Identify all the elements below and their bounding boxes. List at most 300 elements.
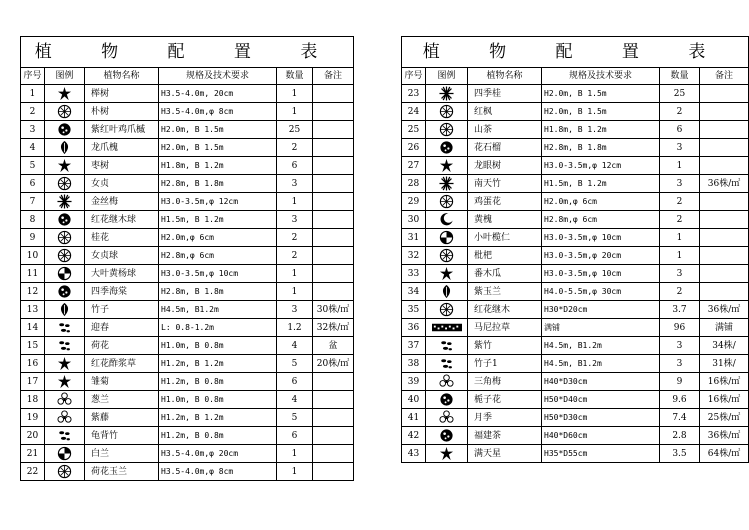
plant-quantity: 2 [277,247,313,265]
plant-spec: H2.0m, B 1.5m [542,85,660,103]
plant-note [700,211,749,229]
plant-note [313,175,354,193]
plant-note: 34株/ [700,337,749,355]
table-row [21,265,354,283]
plant-symbol-cell [426,175,468,193]
row-number: 11 [21,265,45,283]
plant-symbol-cell [426,121,468,139]
star-shrub-icon [57,158,72,173]
plant-symbol-cell [426,301,468,319]
plant-note [313,391,354,409]
table-row [21,211,354,229]
table-title: 植 物 配 置 表 [21,37,354,68]
row-number: 42 [402,427,426,445]
plant-quantity: 1 [277,85,313,103]
plant-spec: H1.2m, B 0.8m [159,373,277,391]
row-number: 30 [402,211,426,229]
plant-note: 满铺 [700,319,749,337]
plant-note [700,265,749,283]
plant-note [313,283,354,301]
plant-name: 女贞球 [85,247,159,265]
plant-note [700,139,749,157]
row-number: 21 [21,445,45,463]
row-number: 23 [402,85,426,103]
plant-name: 红花酢浆草 [85,355,159,373]
plant-quantity: 2 [277,229,313,247]
plant-name: 四季桂 [468,85,542,103]
plant-note: 16株/㎡ [700,373,749,391]
plant-spec: H3.5-4.0m,φ 20cm [159,445,277,463]
plant-spec: H2.0m, B 1.5m [159,139,277,157]
plant-name: 紫红叶鸡爪槭 [85,121,159,139]
row-number: 12 [21,283,45,301]
pinwheel-tree-icon [57,266,72,281]
plant-spec: H2.0m,φ 6cm [159,229,277,247]
plant-note [313,211,354,229]
table-row [21,337,354,355]
plant-name: 栀子花 [468,391,542,409]
row-number: 25 [402,121,426,139]
table-row [402,157,749,175]
plant-spec: H35*D55cm [542,445,660,463]
row-number: 28 [402,175,426,193]
plant-name: 枇杷 [468,247,542,265]
plant-symbol-cell [426,85,468,103]
row-number: 36 [402,319,426,337]
plant-name: 榉树 [85,85,159,103]
plant-note [700,193,749,211]
plant-symbol-cell [426,283,468,301]
dense-tree-icon [439,392,454,407]
header-qty: 数量 [277,68,313,85]
plant-quantity: 2 [660,283,700,301]
row-number: 5 [21,157,45,175]
table-row [402,139,749,157]
plant-name: 朴树 [85,103,159,121]
dense-tree-icon [57,122,72,137]
plant-note [700,283,749,301]
plant-quantity: 25 [277,121,313,139]
table-row [402,85,749,103]
plant-spec: H4.0-5.5m,φ 30cm [542,283,660,301]
flower-outline-icon [439,374,454,389]
row-number: 1 [21,85,45,103]
row-number: 22 [21,463,45,481]
plant-quantity: 4 [277,391,313,409]
table-row [21,463,354,481]
star-shrub-icon [57,356,72,371]
plant-symbol-cell [45,373,85,391]
plant-quantity: 6 [277,157,313,175]
round-tree-icon [57,248,72,263]
row-number: 40 [402,391,426,409]
plant-name: 紫玉兰 [468,283,542,301]
table-row [402,427,749,445]
star-shrub-icon [439,266,454,281]
plant-name: 满天星 [468,445,542,463]
plant-symbol-cell [45,319,85,337]
row-number: 27 [402,157,426,175]
plant-symbol-cell [45,463,85,481]
round-tree-icon [439,122,454,137]
row-number: 14 [21,319,45,337]
plant-symbol-cell [45,85,85,103]
plant-spec: H2.8m, B 1.8m [159,175,277,193]
plant-symbol-cell [426,103,468,121]
header-note: 备注 [700,68,749,85]
plant-note [313,229,354,247]
plant-spec: H2.8m,φ 6cm [159,247,277,265]
plant-symbol-cell [45,247,85,265]
plant-quantity: 3 [660,139,700,157]
plant-quantity: 3 [277,211,313,229]
plant-name: 紫竹 [468,337,542,355]
plant-quantity: 6 [277,427,313,445]
plant-spec: 满铺 [542,319,660,337]
pinwheel-tree-icon [439,230,454,245]
plant-symbol-cell [45,355,85,373]
row-number: 10 [21,247,45,265]
table-row [402,211,749,229]
dense-tree-icon [57,212,72,227]
plant-symbol-cell [426,229,468,247]
row-number: 35 [402,301,426,319]
table-row [21,103,354,121]
plant-name: 四季海棠 [85,283,159,301]
plant-spec: H1.0m, B 0.8m [159,337,277,355]
row-number: 19 [21,409,45,427]
leaf-tree-icon [57,140,72,155]
table-row [21,391,354,409]
plant-quantity: 1 [277,283,313,301]
plant-quantity: 1 [277,193,313,211]
plant-symbol-cell [426,211,468,229]
row-number: 41 [402,409,426,427]
plant-name: 小叶榄仁 [468,229,542,247]
plant-quantity: 3 [660,337,700,355]
plant-quantity: 2 [660,211,700,229]
plant-symbol-cell [426,373,468,391]
row-number: 6 [21,175,45,193]
spiky-tree-icon [57,194,72,209]
plant-quantity: 1 [660,247,700,265]
plant-spec: H3.0-3.5m,φ 10cm [159,265,277,283]
pinwheel-tree-icon [57,446,72,461]
round-tree-icon [439,104,454,119]
round-tree-icon [57,230,72,245]
plant-spec: H40*D30cm [542,373,660,391]
plant-spec: H1.2m, B 1.2m [159,355,277,373]
plant-note [700,121,749,139]
plant-name: 红花继木球 [85,211,159,229]
plant-note: 32株/㎡ [313,319,354,337]
plant-quantity: 3.7 [660,301,700,319]
plant-symbol-cell [426,319,468,337]
header-name: 植物名称 [85,68,159,85]
plant-name: 紫藤 [85,409,159,427]
row-number: 4 [21,139,45,157]
plant-symbol-cell [45,121,85,139]
plant-symbol-cell [45,445,85,463]
plant-symbol-cell [45,265,85,283]
scatter-plant-icon [57,320,72,335]
plant-note [313,121,354,139]
plant-symbol-cell [426,427,468,445]
plant-spec: H2.8m, B 1.8m [542,139,660,157]
plant-note: 25株/㎡ [700,409,749,427]
hatched-bar-icon [431,320,463,335]
plant-quantity: 2.8 [660,427,700,445]
header-qty: 数量 [660,68,700,85]
plant-quantity: 1 [277,463,313,481]
plant-quantity: 1.2 [277,319,313,337]
row-number: 43 [402,445,426,463]
plant-symbol-cell [45,211,85,229]
plant-symbol-cell [45,391,85,409]
table-row [402,391,749,409]
plant-symbol-cell [45,139,85,157]
plant-note: 36株/㎡ [700,427,749,445]
plant-quantity: 25 [660,85,700,103]
plant-quantity: 5 [277,355,313,373]
plant-name: 番木瓜 [468,265,542,283]
dense-tree-icon [439,140,454,155]
table-row [21,445,354,463]
plant-name: 雏菊 [85,373,159,391]
plant-quantity: 2 [660,193,700,211]
row-number: 39 [402,373,426,391]
row-number: 20 [21,427,45,445]
row-number: 26 [402,139,426,157]
plant-quantity: 5 [277,409,313,427]
plant-name: 黄槐 [468,211,542,229]
table-row [21,247,354,265]
plant-name: 竹子 [85,301,159,319]
round-tree-icon [57,104,72,119]
plant-quantity: 3 [660,265,700,283]
plant-note [313,157,354,175]
dense-tree-icon [57,284,72,299]
plant-note [700,157,749,175]
plant-spec: H1.2m, B 1.2m [159,409,277,427]
plant-spec: H2.8m,φ 6cm [542,211,660,229]
plant-name: 白兰 [85,445,159,463]
plant-name: 大叶黄杨球 [85,265,159,283]
plant-name: 迎春 [85,319,159,337]
plant-quantity: 1 [277,445,313,463]
plant-symbol-cell [426,409,468,427]
table-body [402,85,749,463]
plant-note [313,139,354,157]
plant-name: 荷花 [85,337,159,355]
table-row [402,409,749,427]
plant-quantity: 7.4 [660,409,700,427]
plant-spec: H1.5m, B 1.2m [542,175,660,193]
plant-note: 64株/㎡ [700,445,749,463]
plant-spec: H4.5m, B1.2m [542,355,660,373]
row-number: 7 [21,193,45,211]
plant-spec: H2.0m, B 1.5m [542,103,660,121]
table-row [402,319,749,337]
plant-spec: H1.8m, B 1.2m [542,121,660,139]
plant-name: 金丝梅 [85,193,159,211]
plant-quantity: 3 [660,175,700,193]
header-no: 序号 [21,68,45,85]
plant-spec: H50*D30cm [542,409,660,427]
header-icon: 图例 [45,68,85,85]
plant-spec: H3.0-3.5m,φ 12cm [542,157,660,175]
plant-name: 龟背竹 [85,427,159,445]
plant-quantity: 6 [277,373,313,391]
plant-note [313,427,354,445]
header-note: 备注 [313,68,354,85]
plant-note [313,85,354,103]
header-no: 序号 [402,68,426,85]
plant-name: 月季 [468,409,542,427]
dense-tree-icon [439,428,454,443]
plant-name: 桂花 [85,229,159,247]
plant-quantity: 9 [660,373,700,391]
plant-note: 36株/㎡ [700,301,749,319]
plant-symbol-cell [426,355,468,373]
plant-quantity: 3 [660,355,700,373]
flower-outline-icon [57,392,72,407]
table-row [21,283,354,301]
plant-spec: H2.8m, B 1.8m [159,283,277,301]
plant-note [700,229,749,247]
spiky-tree-icon [439,86,454,101]
header-spec: 规格及技术要求 [159,68,277,85]
plant-name: 红花继木 [468,301,542,319]
table-row [402,121,749,139]
plant-spec: H3.5-4.0m,φ 8cm [159,463,277,481]
plant-quantity: 2 [277,139,313,157]
table-row [402,301,749,319]
scatter-plant-icon [57,428,72,443]
table-row [402,229,749,247]
row-number: 17 [21,373,45,391]
row-number: 18 [21,391,45,409]
plant-symbol-cell [45,337,85,355]
star-shrub-icon [57,86,72,101]
plant-symbol-cell [426,391,468,409]
row-number: 29 [402,193,426,211]
table-row [402,247,749,265]
plant-spec: H1.8m, B 1.2m [159,157,277,175]
plant-quantity: 2 [660,103,700,121]
plant-name: 竹子1 [468,355,542,373]
plant-spec: H4.5m, B1.2m [542,337,660,355]
spiky-tree-icon [439,176,454,191]
plant-spec: H30*D20cm [542,301,660,319]
scatter-plant-icon [439,338,454,353]
plant-note [313,103,354,121]
flower-outline-icon [57,410,72,425]
plant-spec: L: 0.8-1.2m [159,319,277,337]
plant-spec: H4.5m, B1.2m [159,301,277,319]
plant-symbol-cell [426,247,468,265]
table-row [402,175,749,193]
plant-quantity: 4 [277,337,313,355]
plant-name: 福建茶 [468,427,542,445]
plant-spec: H50*D40cm [542,391,660,409]
header-icon: 图例 [426,68,468,85]
plant-spec: H2.0m, B 1.5m [159,121,277,139]
table-row [402,103,749,121]
plant-symbol-cell [426,157,468,175]
round-tree-icon [57,464,72,479]
plant-symbol-cell [45,175,85,193]
plant-symbol-cell [45,427,85,445]
plant-quantity: 6 [660,121,700,139]
table-row [21,229,354,247]
round-tree-icon [439,194,454,209]
plant-quantity: 1 [277,103,313,121]
table-row [21,157,354,175]
row-number: 13 [21,301,45,319]
plant-symbol-cell [426,193,468,211]
plant-symbol-cell [45,301,85,319]
table-row [21,139,354,157]
plant-name: 南天竹 [468,175,542,193]
table-row [21,85,354,103]
row-number: 15 [21,337,45,355]
plant-name: 龙眼树 [468,157,542,175]
table-row [402,265,749,283]
plant-note: 36株/㎡ [700,175,749,193]
plant-spec: H2.0m,φ 6cm [542,193,660,211]
plant-symbol-cell [45,409,85,427]
plant-symbol-cell [45,103,85,121]
table-row [402,337,749,355]
row-number: 9 [21,229,45,247]
plant-note [313,265,354,283]
row-number: 34 [402,283,426,301]
plant-table-left [20,36,354,481]
round-tree-icon [57,176,72,191]
table-row [402,283,749,301]
plant-note [313,409,354,427]
plant-quantity: 3 [277,175,313,193]
table-body [21,85,354,481]
plant-spec: H3.0-3.5m,φ 20cm [542,247,660,265]
plant-spec: H3.0-3.5m,φ 12cm [159,193,277,211]
plant-quantity: 9.6 [660,391,700,409]
plant-symbol-cell [45,283,85,301]
plant-note [700,247,749,265]
plant-name: 山茶 [468,121,542,139]
plant-note [313,193,354,211]
row-number: 16 [21,355,45,373]
plant-table-right [401,36,749,463]
table-row [21,319,354,337]
row-number: 32 [402,247,426,265]
header-spec: 规格及技术要求 [542,68,660,85]
plant-quantity: 1 [660,157,700,175]
plant-note: 盆 [313,337,354,355]
plant-note [700,85,749,103]
scatter-plant-icon [57,338,72,353]
plant-quantity: 3 [277,301,313,319]
plant-note: 30株/㎡ [313,301,354,319]
star-shrub-icon [57,374,72,389]
table-title: 植 物 配 置 表 [402,37,749,68]
plant-spec: H3.5-4.0m, 20cm [159,85,277,103]
plant-spec: H40*D60cm [542,427,660,445]
table-row [21,355,354,373]
plant-name: 花石榴 [468,139,542,157]
plant-symbol-cell [45,229,85,247]
